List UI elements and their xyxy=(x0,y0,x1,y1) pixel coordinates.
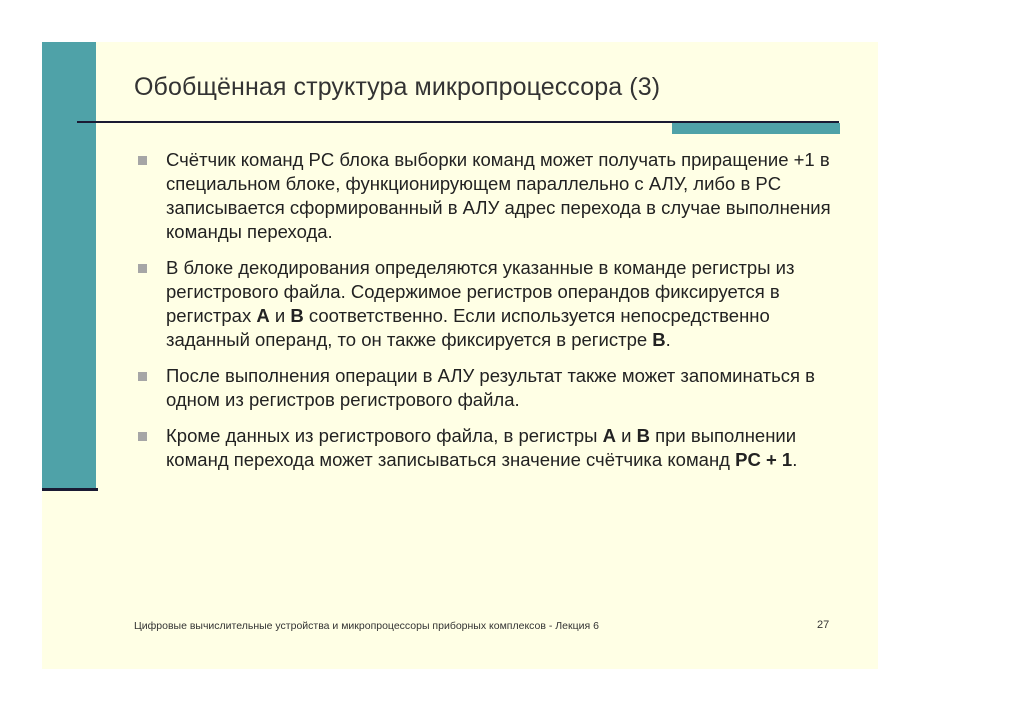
text-segment: при выполнении команд перехода может записываться значение счётчика команд xyxy=(166,425,797,470)
bullet-text xyxy=(166,257,794,350)
bullet-item xyxy=(138,424,838,472)
bold-term: A xyxy=(602,425,616,446)
page-number: 27 xyxy=(817,619,830,631)
bullet-text xyxy=(166,365,815,410)
bold-term: A xyxy=(256,305,270,326)
text-segment: и xyxy=(615,425,637,446)
title-accent-bar xyxy=(672,123,840,134)
text-segment: и xyxy=(269,305,291,326)
left-accent-bar xyxy=(42,42,96,488)
bold-term: PC + 1 xyxy=(735,449,793,470)
left-accent-underline xyxy=(42,488,98,491)
bold-term: B xyxy=(290,305,304,326)
bullet-item xyxy=(138,364,838,412)
text-segment: . xyxy=(792,449,798,470)
bullet-item xyxy=(138,148,838,244)
square-bullet-icon xyxy=(138,372,147,381)
text-segment: . xyxy=(665,329,671,350)
text-segment: Кроме данных из регистрового файла, в регистры xyxy=(166,425,603,446)
text-segment: Счётчик команд PC блока выборки команд может получать приращение +1 в специальном блоке, функционирующем параллельно с АЛУ, либо в PC записывается сформированный в АЛУ адрес перехода в случае выполнения команды перехода. xyxy=(166,149,831,242)
bullet-text xyxy=(166,149,831,242)
square-bullet-icon xyxy=(138,432,147,441)
text-segment: соответственно. Если используется непосредственно заданный операнд, то он также фиксируется в регистре xyxy=(166,305,770,350)
square-bullet-icon xyxy=(138,156,147,165)
slide-title: Обобщённая структура микропроцессора (3) xyxy=(134,73,661,101)
bullet-list xyxy=(138,148,838,484)
footer-text: Цифровые вычислительные устройства и микропроцессоры приборных комплексов - Лекция 6 xyxy=(134,620,599,632)
bullet-text xyxy=(166,425,797,470)
bold-term: B xyxy=(652,329,666,350)
bullet-item xyxy=(138,256,838,352)
slide xyxy=(42,42,878,669)
bold-term: B xyxy=(636,425,650,446)
square-bullet-icon xyxy=(138,264,147,273)
text-segment: После выполнения операции в АЛУ результат также может запоминаться в одном из регистров регистрового файла. xyxy=(166,365,815,410)
text-segment: В блоке декодирования определяются указанные в команде регистры из регистрового файла. Содержимое регистров операндов фиксируется в регистрах xyxy=(166,257,795,326)
